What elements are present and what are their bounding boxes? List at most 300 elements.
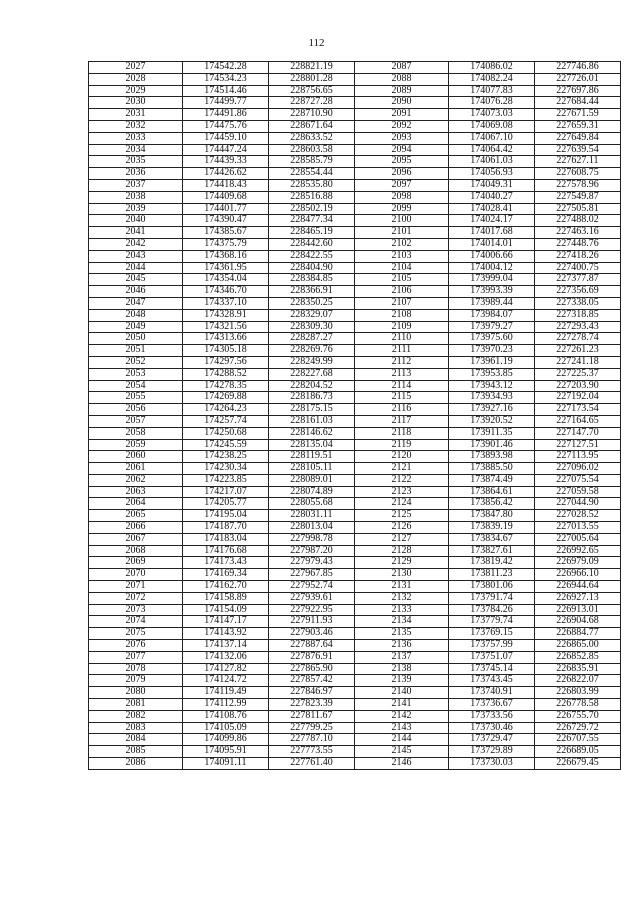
x-coordinate-cell: 173757.99 [449,640,535,652]
point-number-cell: 2116 [355,404,449,416]
point-number-cell: 2077 [89,651,183,663]
point-number-cell: 2066 [89,522,183,534]
point-number-cell: 2083 [89,722,183,734]
coordinates-table-body [89,62,621,770]
point-number-cell: 2093 [355,132,449,144]
table-row [89,321,621,333]
coordinates-table [88,61,621,770]
point-number-cell: 2068 [89,545,183,557]
table-row [89,156,621,168]
table-row [89,144,621,156]
y-coordinate-cell: 228186.73 [269,392,355,404]
point-number-cell: 2142 [355,710,449,722]
y-coordinate-cell: 226904.68 [535,616,621,628]
y-coordinate-cell: 227293.43 [535,321,621,333]
point-number-cell: 2042 [89,238,183,250]
point-number-cell: 2115 [355,392,449,404]
x-coordinate-cell: 174086.02 [449,62,535,74]
y-coordinate-cell: 228465.19 [269,227,355,239]
point-number-cell: 2098 [355,191,449,203]
x-coordinate-cell: 174040.27 [449,191,535,203]
table-row [89,581,621,593]
point-number-cell: 2138 [355,663,449,675]
point-number-cell: 2145 [355,746,449,758]
y-coordinate-cell: 228671.64 [269,120,355,132]
x-coordinate-cell: 174105.09 [183,722,269,734]
point-number-cell: 2046 [89,286,183,298]
point-number-cell: 2095 [355,156,449,168]
table-row [89,356,621,368]
point-number-cell: 2047 [89,297,183,309]
point-number-cell: 2087 [355,62,449,74]
y-coordinate-cell: 228801.28 [269,73,355,85]
x-coordinate-cell: 174385.67 [183,227,269,239]
y-coordinate-cell: 227865.90 [269,663,355,675]
x-coordinate-cell: 174418.43 [183,179,269,191]
point-number-cell: 2038 [89,191,183,203]
table-row [89,474,621,486]
point-number-cell: 2036 [89,168,183,180]
y-coordinate-cell: 226979.09 [535,557,621,569]
point-number-cell: 2064 [89,498,183,510]
point-number-cell: 2104 [355,262,449,274]
y-coordinate-cell: 227192.04 [535,392,621,404]
point-number-cell: 2052 [89,356,183,368]
x-coordinate-cell: 174187.70 [183,522,269,534]
y-coordinate-cell: 228603.58 [269,144,355,156]
x-coordinate-cell: 174278.35 [183,380,269,392]
table-row [89,569,621,581]
y-coordinate-cell: 227887.64 [269,640,355,652]
x-coordinate-cell: 174297.56 [183,356,269,368]
point-number-cell: 2029 [89,85,183,97]
table-row [89,262,621,274]
x-coordinate-cell: 174108.76 [183,710,269,722]
x-coordinate-cell: 174205.77 [183,498,269,510]
table-row [89,168,621,180]
point-number-cell: 2062 [89,474,183,486]
point-number-cell: 2088 [355,73,449,85]
x-coordinate-cell: 173943.12 [449,380,535,392]
x-coordinate-cell: 174132.06 [183,651,269,663]
y-coordinate-cell: 228384.85 [269,274,355,286]
y-coordinate-cell: 227671.59 [535,109,621,121]
x-coordinate-cell: 174067.10 [449,132,535,144]
y-coordinate-cell: 228756.65 [269,85,355,97]
y-coordinate-cell: 228074.89 [269,486,355,498]
y-coordinate-cell: 228366.91 [269,286,355,298]
y-coordinate-cell: 227967.85 [269,569,355,581]
x-coordinate-cell: 173961.19 [449,356,535,368]
table-row [89,486,621,498]
x-coordinate-cell: 174250.68 [183,427,269,439]
x-coordinate-cell: 173730.46 [449,722,535,734]
table-row [89,746,621,758]
y-coordinate-cell: 227448.76 [535,238,621,250]
point-number-cell: 2089 [355,85,449,97]
point-number-cell: 2085 [89,746,183,758]
point-number-cell: 2118 [355,427,449,439]
x-coordinate-cell: 174459.10 [183,132,269,144]
y-coordinate-cell: 227127.51 [535,439,621,451]
point-number-cell: 2126 [355,522,449,534]
y-coordinate-cell: 228013.04 [269,522,355,534]
y-coordinate-cell: 226679.45 [535,758,621,770]
point-number-cell: 2107 [355,297,449,309]
y-coordinate-cell: 227488.02 [535,215,621,227]
table-row [89,616,621,628]
y-coordinate-cell: 227823.39 [269,699,355,711]
y-coordinate-cell: 226803.99 [535,687,621,699]
point-number-cell: 2040 [89,215,183,227]
point-number-cell: 2060 [89,451,183,463]
y-coordinate-cell: 227173.54 [535,404,621,416]
x-coordinate-cell: 174082.24 [449,73,535,85]
point-number-cell: 2123 [355,486,449,498]
point-number-cell: 2027 [89,62,183,74]
x-coordinate-cell: 174014.01 [449,238,535,250]
x-coordinate-cell: 173970.23 [449,345,535,357]
x-coordinate-cell: 174154.09 [183,604,269,616]
x-coordinate-cell: 174346.70 [183,286,269,298]
y-coordinate-cell: 227147.70 [535,427,621,439]
x-coordinate-cell: 173911.35 [449,427,535,439]
point-number-cell: 2075 [89,628,183,640]
x-coordinate-cell: 173827.61 [449,545,535,557]
point-number-cell: 2074 [89,616,183,628]
point-number-cell: 2102 [355,238,449,250]
table-row [89,73,621,85]
table-row [89,345,621,357]
table-row [89,604,621,616]
y-coordinate-cell: 227746.86 [535,62,621,74]
y-coordinate-cell: 227987.20 [269,545,355,557]
table-row [89,510,621,522]
y-coordinate-cell: 226707.55 [535,734,621,746]
x-coordinate-cell: 173811.23 [449,569,535,581]
y-coordinate-cell: 227939.61 [269,592,355,604]
y-coordinate-cell: 228249.99 [269,356,355,368]
table-row [89,227,621,239]
point-number-cell: 2132 [355,592,449,604]
point-number-cell: 2072 [89,592,183,604]
y-coordinate-cell: 226944.64 [535,581,621,593]
x-coordinate-cell: 174269.88 [183,392,269,404]
y-coordinate-cell: 227952.74 [269,581,355,593]
y-coordinate-cell: 228161.03 [269,415,355,427]
point-number-cell: 2053 [89,368,183,380]
point-number-cell: 2106 [355,286,449,298]
y-coordinate-cell: 227278.74 [535,333,621,345]
y-coordinate-cell: 227028.52 [535,510,621,522]
x-coordinate-cell: 174337.10 [183,297,269,309]
table-row [89,699,621,711]
table-row [89,451,621,463]
point-number-cell: 2097 [355,179,449,191]
y-coordinate-cell: 227013.55 [535,522,621,534]
x-coordinate-cell: 174119.49 [183,687,269,699]
x-coordinate-cell: 173864.61 [449,486,535,498]
x-coordinate-cell: 174499.77 [183,97,269,109]
point-number-cell: 2121 [355,463,449,475]
x-coordinate-cell: 173979.27 [449,321,535,333]
table-row [89,734,621,746]
x-coordinate-cell: 174162.70 [183,581,269,593]
y-coordinate-cell: 226884.77 [535,628,621,640]
point-number-cell: 2124 [355,498,449,510]
y-coordinate-cell: 228633.52 [269,132,355,144]
point-number-cell: 2094 [355,144,449,156]
point-number-cell: 2119 [355,439,449,451]
point-number-cell: 2129 [355,557,449,569]
y-coordinate-cell: 228404.90 [269,262,355,274]
table-row [89,687,621,699]
point-number-cell: 2081 [89,699,183,711]
x-coordinate-cell: 173975.60 [449,333,535,345]
point-number-cell: 2125 [355,510,449,522]
point-number-cell: 2122 [355,474,449,486]
y-coordinate-cell: 227338.05 [535,297,621,309]
y-coordinate-cell: 228269.76 [269,345,355,357]
y-coordinate-cell: 228135.04 [269,439,355,451]
point-number-cell: 2140 [355,687,449,699]
table-row [89,274,621,286]
x-coordinate-cell: 173740.91 [449,687,535,699]
point-number-cell: 2110 [355,333,449,345]
y-coordinate-cell: 228821.19 [269,62,355,74]
x-coordinate-cell: 173751.07 [449,651,535,663]
x-coordinate-cell: 174195.04 [183,510,269,522]
y-coordinate-cell: 226927.13 [535,592,621,604]
table-row [89,250,621,262]
y-coordinate-cell: 228119.51 [269,451,355,463]
point-number-cell: 2051 [89,345,183,357]
x-coordinate-cell: 174361.95 [183,262,269,274]
point-number-cell: 2131 [355,581,449,593]
point-number-cell: 2073 [89,604,183,616]
table-row [89,380,621,392]
x-coordinate-cell: 174514.46 [183,85,269,97]
y-coordinate-cell: 228309.30 [269,321,355,333]
x-coordinate-cell: 173779.74 [449,616,535,628]
y-coordinate-cell: 228175.15 [269,404,355,416]
x-coordinate-cell: 173953.85 [449,368,535,380]
x-coordinate-cell: 174127.82 [183,663,269,675]
point-number-cell: 2041 [89,227,183,239]
x-coordinate-cell: 173934.93 [449,392,535,404]
table-row [89,651,621,663]
x-coordinate-cell: 174173.43 [183,557,269,569]
table-row [89,286,621,298]
x-coordinate-cell: 174223.85 [183,474,269,486]
x-coordinate-cell: 174169.34 [183,569,269,581]
y-coordinate-cell: 227697.86 [535,85,621,97]
point-number-cell: 2101 [355,227,449,239]
x-coordinate-cell: 173984.07 [449,309,535,321]
point-number-cell: 2067 [89,533,183,545]
point-number-cell: 2113 [355,368,449,380]
point-number-cell: 2120 [355,451,449,463]
table-row [89,533,621,545]
y-coordinate-cell: 228535.80 [269,179,355,191]
y-coordinate-cell: 227505.81 [535,203,621,215]
x-coordinate-cell: 174542.28 [183,62,269,74]
y-coordinate-cell: 227911.93 [269,616,355,628]
point-number-cell: 2056 [89,404,183,416]
y-coordinate-cell: 227979.43 [269,557,355,569]
y-coordinate-cell: 227787.10 [269,734,355,746]
point-number-cell: 2128 [355,545,449,557]
y-coordinate-cell: 228727.28 [269,97,355,109]
x-coordinate-cell: 174534.23 [183,73,269,85]
point-number-cell: 2139 [355,675,449,687]
y-coordinate-cell: 227377.87 [535,274,621,286]
point-number-cell: 2078 [89,663,183,675]
x-coordinate-cell: 174147.17 [183,616,269,628]
point-number-cell: 2096 [355,168,449,180]
y-coordinate-cell: 228089.01 [269,474,355,486]
table-row [89,415,621,427]
y-coordinate-cell: 227044.90 [535,498,621,510]
point-number-cell: 2135 [355,628,449,640]
x-coordinate-cell: 174313.66 [183,333,269,345]
y-coordinate-cell: 226992.65 [535,545,621,557]
x-coordinate-cell: 173819.42 [449,557,535,569]
x-coordinate-cell: 173745.14 [449,663,535,675]
table-row [89,439,621,451]
y-coordinate-cell: 228477.34 [269,215,355,227]
y-coordinate-cell: 226865.00 [535,640,621,652]
table-row [89,758,621,770]
x-coordinate-cell: 173893.98 [449,451,535,463]
x-coordinate-cell: 174099.86 [183,734,269,746]
y-coordinate-cell: 227998.78 [269,533,355,545]
point-number-cell: 2109 [355,321,449,333]
y-coordinate-cell: 228710.90 [269,109,355,121]
y-coordinate-cell: 226755.70 [535,710,621,722]
y-coordinate-cell: 227811.67 [269,710,355,722]
y-coordinate-cell: 226913.01 [535,604,621,616]
table-row [89,592,621,604]
x-coordinate-cell: 174426.62 [183,168,269,180]
x-coordinate-cell: 174069.08 [449,120,535,132]
x-coordinate-cell: 173874.49 [449,474,535,486]
y-coordinate-cell: 227922.95 [269,604,355,616]
x-coordinate-cell: 174354.04 [183,274,269,286]
y-coordinate-cell: 226966.10 [535,569,621,581]
x-coordinate-cell: 174076.28 [449,97,535,109]
y-coordinate-cell: 228350.25 [269,297,355,309]
y-coordinate-cell: 228502.19 [269,203,355,215]
table-row [89,191,621,203]
x-coordinate-cell: 173784.26 [449,604,535,616]
x-coordinate-cell: 174328.91 [183,309,269,321]
point-number-cell: 2137 [355,651,449,663]
y-coordinate-cell: 228442.60 [269,238,355,250]
point-number-cell: 2043 [89,250,183,262]
point-number-cell: 2028 [89,73,183,85]
table-row [89,97,621,109]
x-coordinate-cell: 173885.50 [449,463,535,475]
point-number-cell: 2082 [89,710,183,722]
table-row [89,522,621,534]
table-row [89,109,621,121]
x-coordinate-cell: 173839.19 [449,522,535,534]
table-row [89,404,621,416]
x-coordinate-cell: 173927.16 [449,404,535,416]
x-coordinate-cell: 173733.56 [449,710,535,722]
y-coordinate-cell: 227400.75 [535,262,621,274]
table-row [89,675,621,687]
x-coordinate-cell: 174288.52 [183,368,269,380]
x-coordinate-cell: 173847.80 [449,510,535,522]
x-coordinate-cell: 174245.59 [183,439,269,451]
y-coordinate-cell: 227761.40 [269,758,355,770]
x-coordinate-cell: 173736.67 [449,699,535,711]
y-coordinate-cell: 227649.84 [535,132,621,144]
y-coordinate-cell: 227225.37 [535,368,621,380]
x-coordinate-cell: 174143.92 [183,628,269,640]
x-coordinate-cell: 173999.04 [449,274,535,286]
x-coordinate-cell: 174305.18 [183,345,269,357]
point-number-cell: 2144 [355,734,449,746]
y-coordinate-cell: 226689.05 [535,746,621,758]
x-coordinate-cell: 173901.46 [449,439,535,451]
x-coordinate-cell: 174158.89 [183,592,269,604]
y-coordinate-cell: 227608.75 [535,168,621,180]
y-coordinate-cell: 227356.69 [535,286,621,298]
table-row [89,238,621,250]
y-coordinate-cell: 227241.18 [535,356,621,368]
x-coordinate-cell: 174112.99 [183,699,269,711]
point-number-cell: 2057 [89,415,183,427]
point-number-cell: 2130 [355,569,449,581]
x-coordinate-cell: 174321.56 [183,321,269,333]
point-number-cell: 2141 [355,699,449,711]
y-coordinate-cell: 228055.68 [269,498,355,510]
x-coordinate-cell: 174095.91 [183,746,269,758]
y-coordinate-cell: 226778.58 [535,699,621,711]
y-coordinate-cell: 227113.95 [535,451,621,463]
point-number-cell: 2091 [355,109,449,121]
x-coordinate-cell: 173856.42 [449,498,535,510]
point-number-cell: 2071 [89,581,183,593]
x-coordinate-cell: 174491.86 [183,109,269,121]
x-coordinate-cell: 174028.41 [449,203,535,215]
x-coordinate-cell: 173729.47 [449,734,535,746]
x-coordinate-cell: 173743.45 [449,675,535,687]
point-number-cell: 2105 [355,274,449,286]
y-coordinate-cell: 226729.72 [535,722,621,734]
table-row [89,392,621,404]
x-coordinate-cell: 174124.72 [183,675,269,687]
x-coordinate-cell: 173834.67 [449,533,535,545]
point-number-cell: 2065 [89,510,183,522]
x-coordinate-cell: 173989.44 [449,297,535,309]
x-coordinate-cell: 174217.07 [183,486,269,498]
y-coordinate-cell: 227203.90 [535,380,621,392]
y-coordinate-cell: 227684.44 [535,97,621,109]
y-coordinate-cell: 228146.62 [269,427,355,439]
table-row [89,203,621,215]
y-coordinate-cell: 227857.42 [269,675,355,687]
point-number-cell: 2112 [355,356,449,368]
x-coordinate-cell: 174073.03 [449,109,535,121]
x-coordinate-cell: 174176.68 [183,545,269,557]
x-coordinate-cell: 174017.68 [449,227,535,239]
point-number-cell: 2044 [89,262,183,274]
point-number-cell: 2092 [355,120,449,132]
